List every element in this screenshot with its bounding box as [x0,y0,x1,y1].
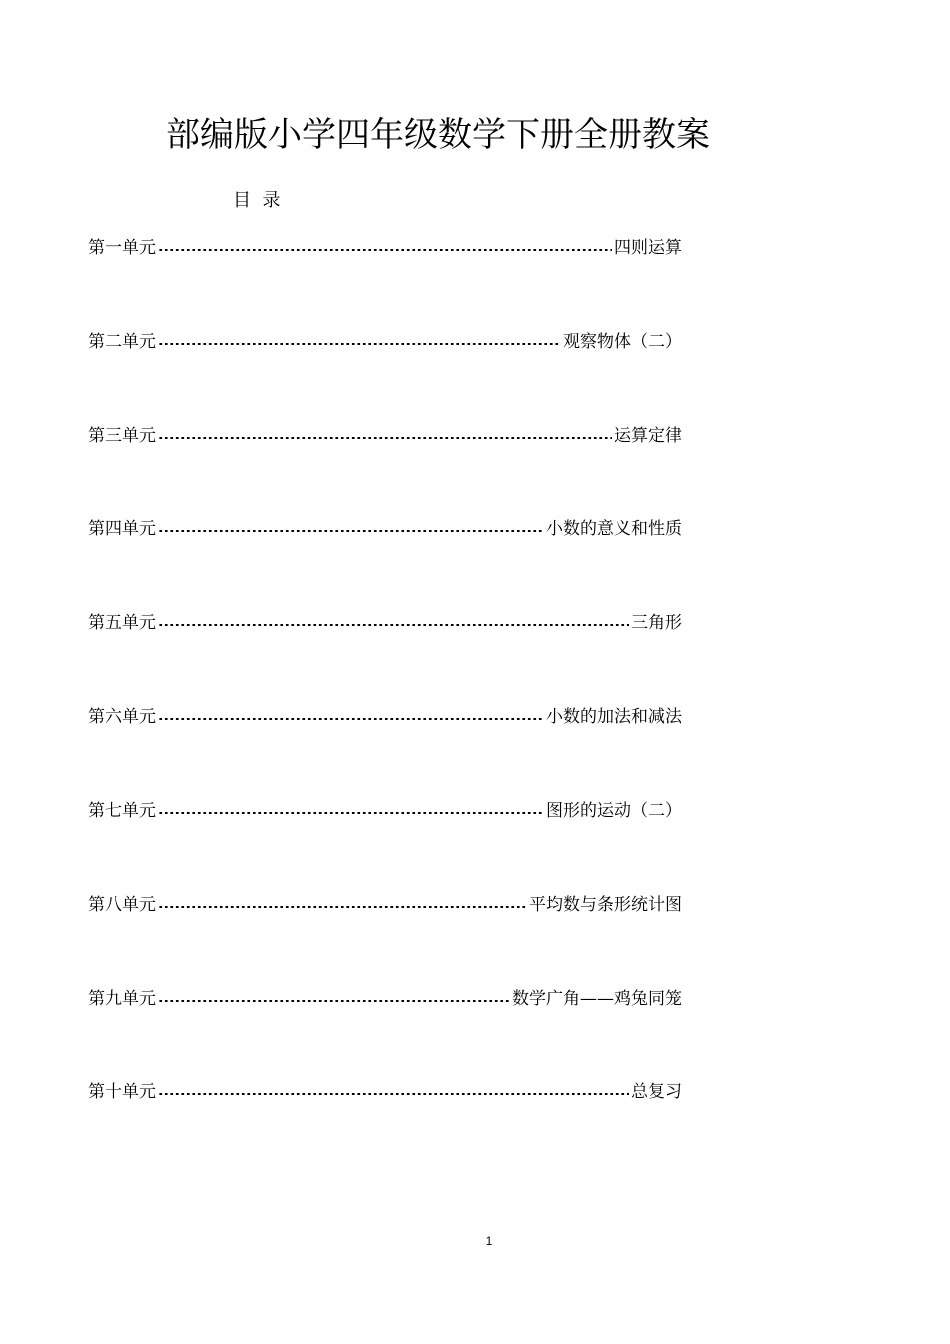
toc-dot-leader [156,234,614,262]
page-number: 1 [485,1234,493,1248]
toc-unit-label: 第五单元 [88,613,156,633]
toc-entry-unit-10[interactable] [88,1078,682,1106]
toc-dot-leader [156,985,512,1013]
toc-dot-leader [156,891,529,919]
toc-unit-label: 第三单元 [88,426,156,446]
toc-topic-label: 平均数与条形统计图 [529,895,682,915]
toc-entry-unit-8[interactable] [88,891,682,919]
toc-unit-label: 第一单元 [88,238,156,258]
toc-entry-unit-9[interactable] [88,985,682,1013]
toc-dot-leader [156,1078,631,1106]
toc-entry-unit-3[interactable] [88,422,682,450]
toc-topic-label: 观察物体（二） [563,332,682,352]
toc-heading: 目 录 [233,190,281,211]
toc-topic-label: 总复习 [631,1082,682,1102]
toc-topic-label: 三角形 [631,613,682,633]
toc-dot-leader [156,328,563,356]
toc-dot-leader [156,703,546,731]
toc-unit-label: 第十单元 [88,1082,156,1102]
toc-unit-label: 第六单元 [88,707,156,727]
document-title: 部编版小学四年级数学下册全册教案 [166,115,710,155]
toc-unit-label: 第七单元 [88,801,156,821]
toc-topic-label: 图形的运动（二） [546,801,682,821]
toc-unit-label: 第九单元 [88,989,156,1009]
toc-entry-unit-5[interactable] [88,609,682,637]
toc-dot-leader [156,422,614,450]
toc-dot-leader [156,515,546,543]
toc-topic-label: 小数的加法和减法 [546,707,682,727]
toc-topic-label: 数学广角——鸡兔同笼 [512,989,682,1009]
toc-entry-unit-2[interactable] [88,328,682,356]
toc-topic-label: 四则运算 [614,238,682,258]
toc-dot-leader [156,609,631,637]
toc-topic-label: 小数的意义和性质 [546,519,682,539]
toc-entry-unit-1[interactable] [88,234,682,262]
toc-topic-label: 运算定律 [614,426,682,446]
toc-unit-label: 第二单元 [88,332,156,352]
toc-unit-label: 第四单元 [88,519,156,539]
toc-dot-leader [156,797,546,825]
toc-entry-unit-7[interactable] [88,797,682,825]
toc-entry-unit-4[interactable] [88,515,682,543]
toc-unit-label: 第八单元 [88,895,156,915]
toc-entry-unit-6[interactable] [88,703,682,731]
